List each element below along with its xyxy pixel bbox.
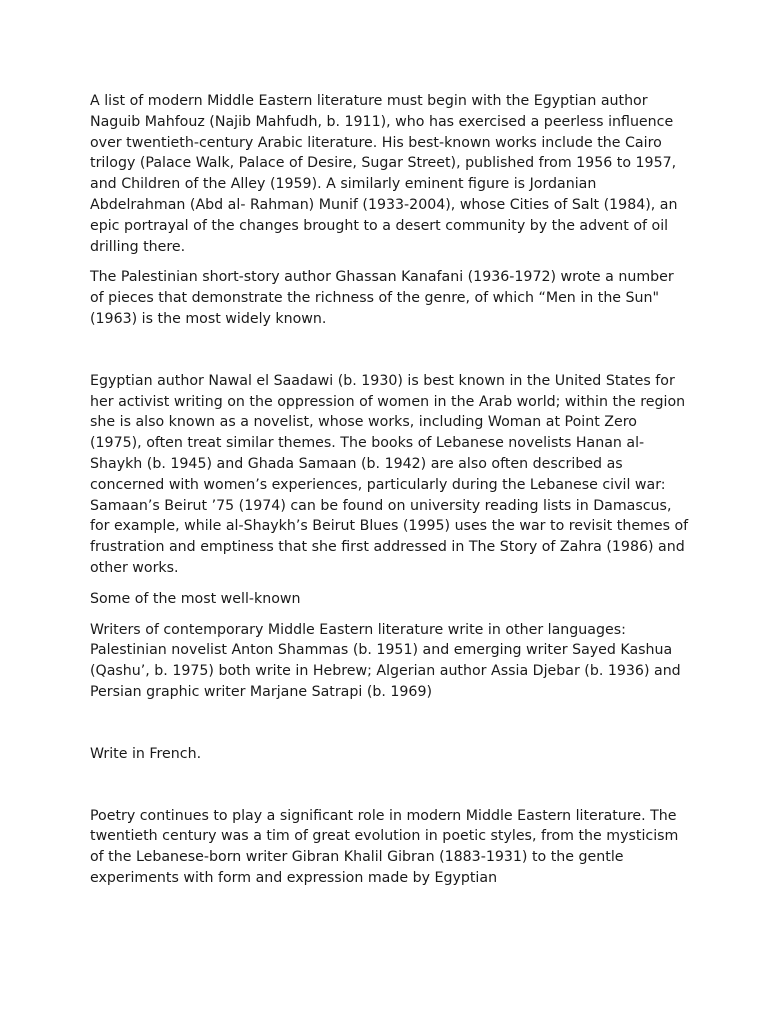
paragraph-mahfouz: A list of modern Middle Eastern literature must begin with the Egyptian author Naguib Mahfouz (Najib Mahfudh, b. 1911), who has exercised a peerless influence over twentieth-century Arabic literature. His best-known works include the Cairo trilogy (Palace Walk, Palace of Desire, Sugar Street), published from 1956 to 1957, and Children of the Alley (1959). A similarly eminent figure is Jordanian Abdelrahman (Abd al- Rahman) Munif (1933-2004), whose Cities of Salt (1984), an epic portrayal of the changes brought to a desert community by the advent of oil drilling there. xyxy=(90,93,678,255)
spacer xyxy=(90,330,690,371)
spacer xyxy=(90,703,690,744)
paragraph-other-languages: Writers of contemporary Middle Eastern literature write in other languages: Palestinian novelist Anton Shammas (b. 1951) and emerging writer Sayed Kashua (Qashu’, b. 1975) both write in Hebrew; Algerian author Assia Djebar (b. 1936) and Persian graphic writer Marjane Satrapi (b. 1969) xyxy=(90,621,681,700)
spacer xyxy=(90,579,690,589)
document-page xyxy=(90,91,690,889)
spacer xyxy=(90,610,690,620)
paragraph-french: Write in French. xyxy=(90,745,202,762)
paragraph-kanafani: The Palestinian short-story author Ghassan Kanafani (1936-1972) wrote a number of pieces that demonstrate the richness of the genre, of which “Men in the Sun" (1963) is the most widely known. xyxy=(90,269,674,327)
paragraph-poetry: Poetry continues to play a significant role in modern Middle Eastern literature. The twentieth century was a tim of great evolution in poetic styles, from the mysticism of the Lebanese-born writer Gibran Khalil Gibran (1883-1931) to the gentle experiments with form and expression made by Egyptian xyxy=(90,807,679,886)
spacer xyxy=(90,257,690,267)
spacer xyxy=(90,765,690,806)
paragraph-saadawi: Egyptian author Nawal el Saadawi (b. 1930) is best known in the United States for her activist writing on the oppression of women in the Arab world; within the region she is also known as a novelist, whose works, including Woman at Point Zero (1975), often treat similar themes. The books of Lebanese novelists Hanan al- Shaykh (b. 1945) and Ghada Samaan (b. 1942) are also often described as concerned with women’s experiences, particularly during the Lebanese civil war: Samaan’s Beirut ’75 (1974) can be found on university reading lists in Damascus, for example, while al-Shaykh’s Beirut Blues (1995) uses the war to revisit themes of frustration and emptiness that she first addressed in The Story of Zahra (1986) and other works. xyxy=(90,372,689,576)
paragraph-well-known: Some of the most well-known xyxy=(90,590,301,607)
